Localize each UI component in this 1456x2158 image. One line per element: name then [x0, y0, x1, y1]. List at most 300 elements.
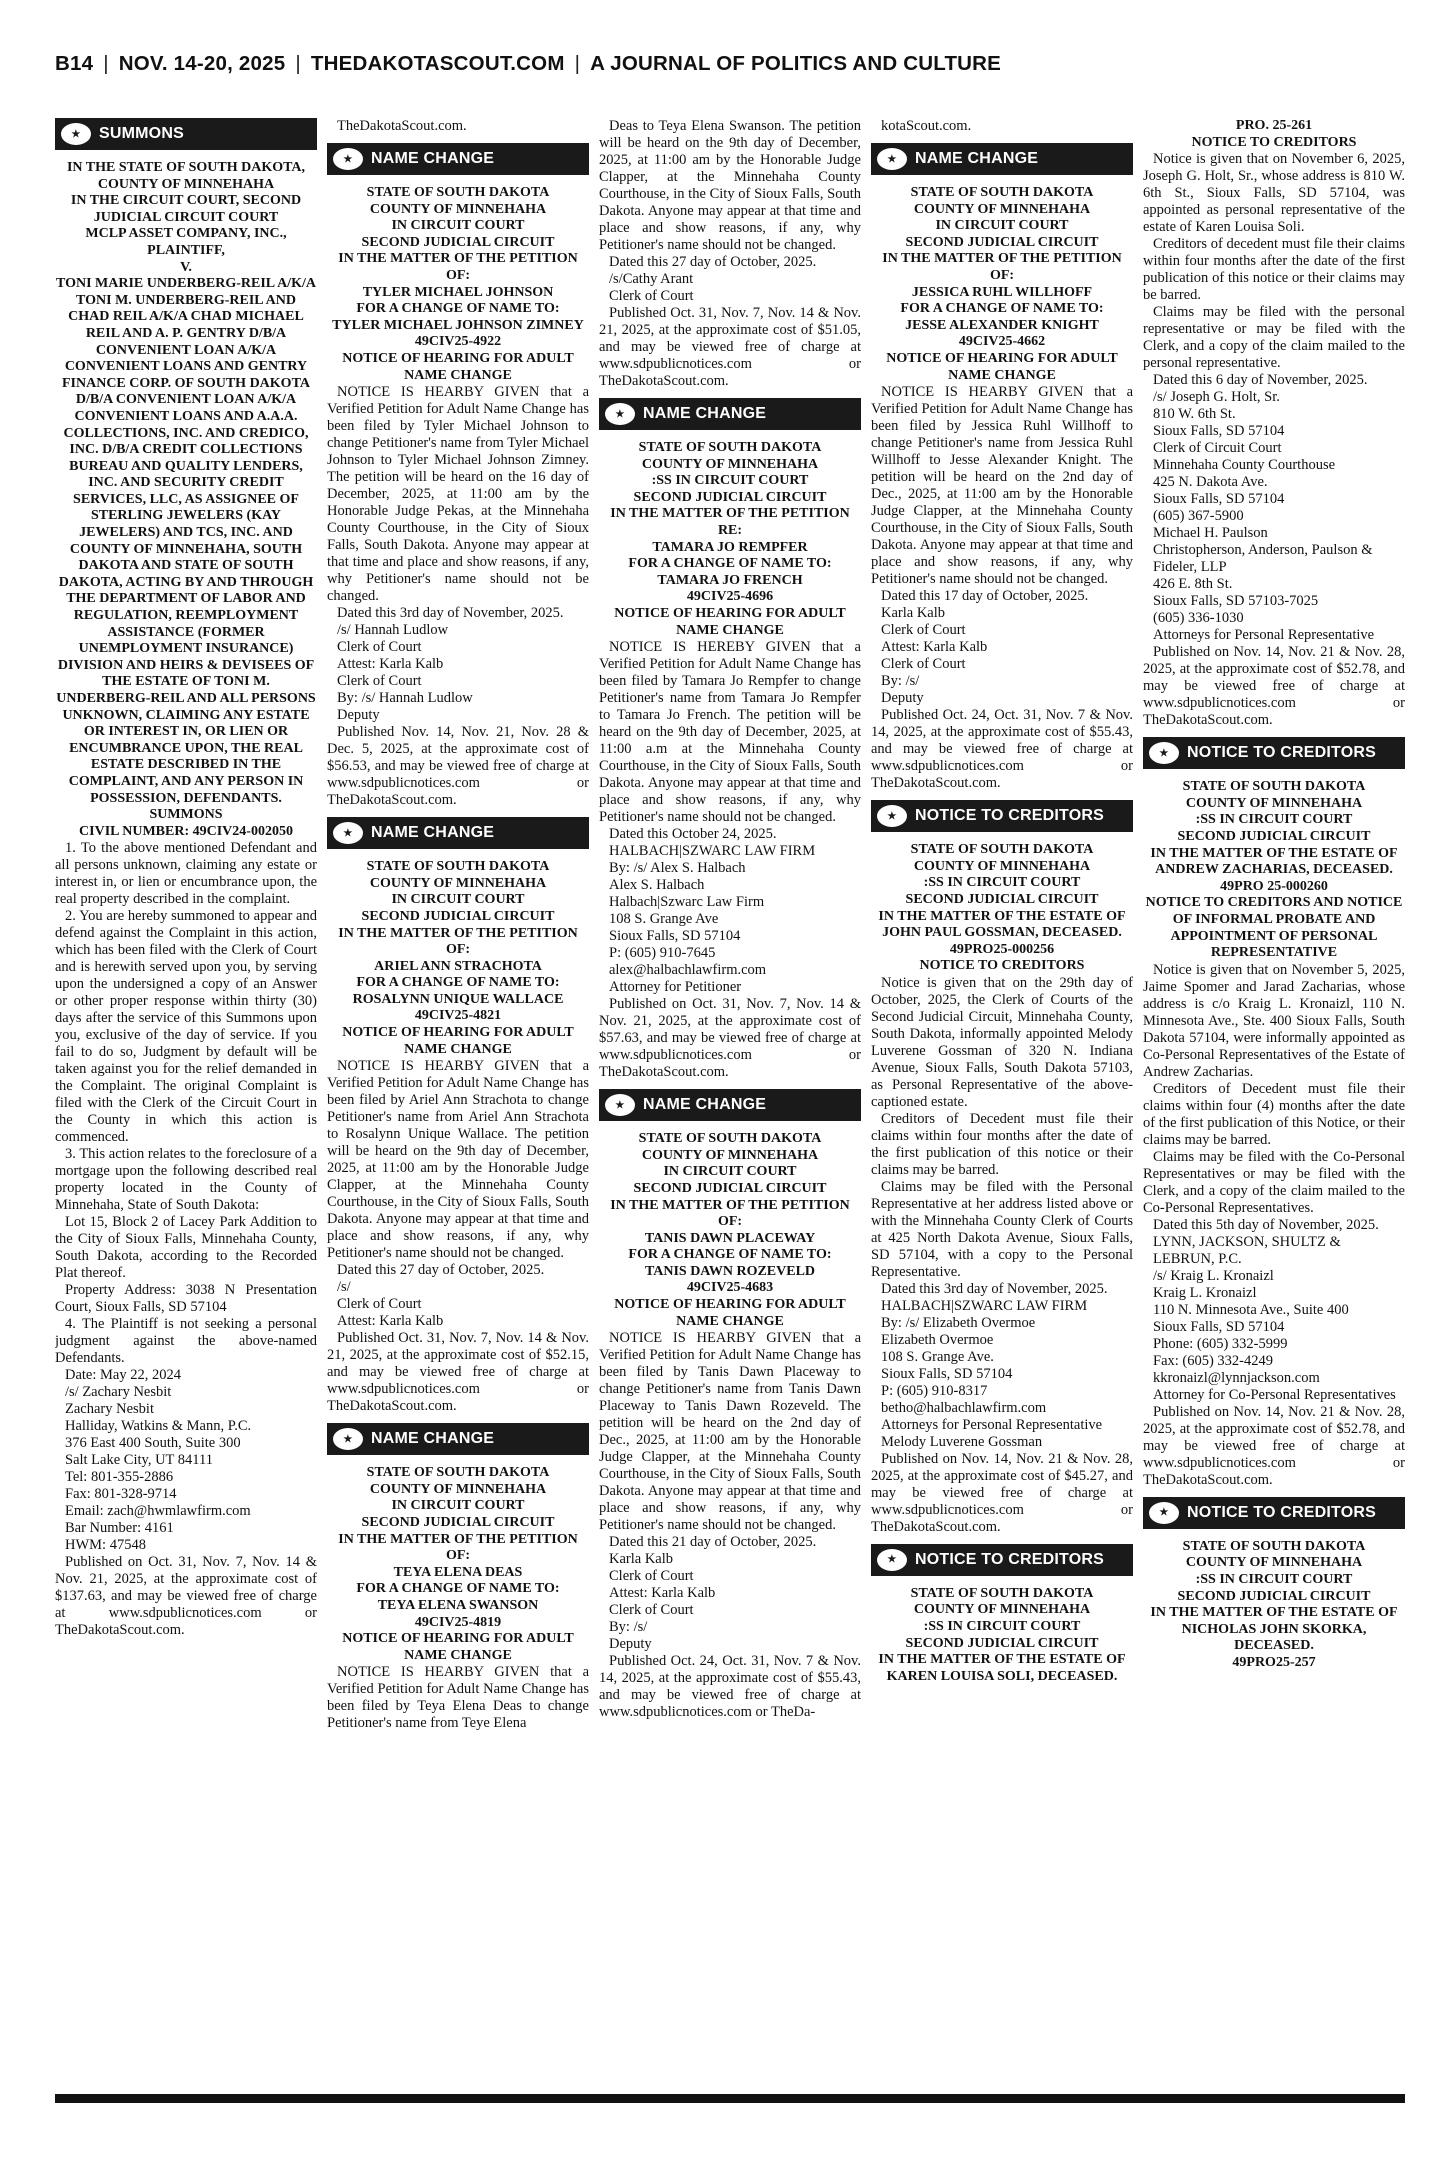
- section-header: [327, 817, 589, 849]
- heading-line: TANIS DAWN ROZEVELD: [644, 1263, 816, 1279]
- heading-line: 49PRO 25-000260: [1220, 878, 1328, 894]
- legal-notice: [327, 185, 589, 809]
- site-name: THEDAKOTASCOUT.COM: [310, 52, 565, 75]
- heading-line: STATE OF SOUTH DAKOTA: [366, 1465, 550, 1481]
- issue-date: NOV. 14-20, 2025: [118, 52, 286, 75]
- heading-line: COUNTY OF MINNEHAHA: [1185, 795, 1363, 811]
- scout-logo-icon: ★: [1149, 742, 1179, 764]
- body-paragraph: Creditors of decedent must file their claims within four months after the date of the first publication of this notice or their claims may be barred.: [1143, 236, 1405, 304]
- column-2: [327, 118, 589, 2086]
- masthead: [55, 48, 1405, 80]
- body-paragraph: Clerk of Court: [609, 1602, 694, 1619]
- body-paragraph: Tel: 801-355-2886: [65, 1469, 174, 1486]
- notice-heading: [1143, 779, 1405, 962]
- scout-logo-icon: ★: [605, 403, 635, 425]
- scout-logo-icon: ★: [333, 1428, 363, 1450]
- heading-line: FOR A CHANGE OF NAME TO:: [356, 1581, 560, 1597]
- body-paragraph: Attest: Karla Kalb: [337, 656, 444, 673]
- body-paragraph: kotaScout.com.: [881, 118, 972, 134]
- body-paragraph: Sioux Falls, SD 57104: [1153, 423, 1285, 440]
- body-paragraph: Halbach|Szwarc Law Firm: [609, 894, 765, 911]
- body-paragraph: Clerk of Court: [881, 656, 966, 673]
- notice-heading: [871, 842, 1133, 975]
- heading-line: NOTICE TO CREDITORS AND NOTICE OF INFORMAL PROBATE AND APPOINTMENT OF PERSONAL REPRESENTATIVE: [1145, 895, 1403, 961]
- section-header: [599, 1089, 861, 1121]
- heading-line: MCLP ASSET COMPANY, INC.,: [85, 226, 287, 242]
- heading-line: 49PRO25-000256: [949, 941, 1055, 957]
- body-paragraph: Dated this 27 day of October, 2025.: [337, 1262, 545, 1279]
- body-paragraph: HALBACH|SZWARC LAW FIRM: [881, 1297, 1088, 1314]
- body-paragraph: Attorney for Co-Personal Representatives: [1153, 1386, 1396, 1403]
- scout-logo-icon: ★: [605, 1094, 635, 1116]
- body-paragraph: /s/ Joseph G. Holt, Sr.: [1153, 389, 1280, 406]
- heading-line: :SS IN CIRCUIT COURT: [923, 875, 1081, 891]
- scout-logo-icon: ★: [877, 148, 907, 170]
- notice-heading: [599, 440, 861, 639]
- heading-line: PRO. 25-261: [1235, 118, 1313, 133]
- heading-line: :SS IN CIRCUIT COURT: [1195, 1571, 1353, 1587]
- body-paragraph: Dated this 21 day of October, 2025.: [609, 1534, 817, 1551]
- heading-line: NOTICE TO CREDITORS: [919, 958, 1085, 974]
- notice-heading: [599, 1131, 861, 1330]
- body-paragraph: 376 East 400 South, Suite 300: [65, 1435, 241, 1452]
- body-paragraph: NOTICE IS HEARBY GIVEN that a Verified Petition for Adult Name Change has been filed by Tanis Dawn Placeway to change Petitioner's name from Tanis Dawn Placeway to Tanis Dawn Rozeveld. The petition will be heard on the 2nd day of Dec., 2025, at 11:00 am by the Honorable Judge Clapper, at the Minnehaha County Courthouse, in the City of Sioux Falls, South Dakota. Anyone may appear at that time and place and show reasons, if any, why Petitioner's name should not be changed.: [599, 1330, 861, 1534]
- heading-line: IN CIRCUIT COURT: [663, 1164, 797, 1180]
- notice-body: [1143, 962, 1405, 1489]
- notice-body: [599, 1330, 861, 1721]
- body-paragraph: Dated this 5th day of November, 2025.: [1153, 1216, 1379, 1233]
- body-paragraph: NOTICE IS HEREBY GIVEN that a Verified Petition for Adult Name Change has been filed by Tamara Jo Rempfer to change Petitioner's name from Tamara Jo Rempfer to Tamara Jo French. The petition will be heard on the 9th day of December, 2025, at 11:00 a.m at the Minnehaha County Courthouse, in the City of Sioux Falls, South Dakota. Anyone may appear at that time and place and show reasons, if any, why Petitioner's name should not be changed.: [599, 639, 861, 826]
- heading-line: COUNTY OF MINNEHAHA: [369, 1481, 547, 1497]
- heading-line: 49CIV25-4662: [958, 334, 1046, 350]
- body-paragraph: Deputy: [609, 1636, 652, 1653]
- heading-line: STATE OF SOUTH DAKOTA: [910, 842, 1094, 858]
- section-header: [871, 800, 1133, 832]
- column-3: [599, 118, 861, 2086]
- section-title: NAME CHANGE: [643, 405, 767, 422]
- heading-line: NOTICE TO CREDITORS: [1191, 134, 1357, 150]
- notice-body: [327, 384, 589, 809]
- heading-line: SECOND JUDICIAL CIRCUIT: [905, 891, 1099, 907]
- body-paragraph: Sioux Falls, SD 57104: [881, 1365, 1013, 1382]
- heading-line: 49CIV25-4922: [414, 334, 502, 350]
- body-paragraph: By: /s/: [881, 673, 920, 690]
- body-paragraph: By: /s/ Alex S. Halbach: [609, 860, 746, 877]
- legal-notice: [327, 118, 589, 135]
- notice-body: [327, 118, 589, 135]
- section-title: NAME CHANGE: [915, 150, 1039, 167]
- heading-line: SECOND JUDICIAL CIRCUIT: [905, 1635, 1099, 1651]
- legal-notice: [1143, 1539, 1405, 1672]
- section-title: SUMMONS: [99, 125, 184, 142]
- heading-line: STATE OF SOUTH DAKOTA: [1182, 779, 1366, 795]
- heading-line: JESSE ALEXANDER KNIGHT: [905, 317, 1099, 333]
- body-paragraph: 426 E. 8th St.: [1153, 576, 1233, 593]
- heading-line: JOHN PAUL GOSSMAN, DECEASED.: [882, 925, 1122, 941]
- body-paragraph: NOTICE IS HEARBY GIVEN that a Verified Petition for Adult Name Change has been filed by Jessica Ruhl Willhoff to change Petitioner's name from Jessica Ruhl Willhoff to Jesse Alexander Knight. The petition will be heard on the 2nd day of Dec., 2025, at 11:00 am by the Honorable Judge Clapper, at the Minnehaha County Courthouse, in the City of Sioux Falls, South Dakota. Anyone may appear at that time and place and show reasons, if any, why Petitioner's name should not be changed.: [871, 384, 1133, 588]
- heading-line: TYLER MICHAEL JOHNSON: [362, 284, 554, 300]
- body-paragraph: 3. This action relates to the foreclosure of a mortgage upon the following described real property located in the County of Minnehaha, State of South Dakota:: [55, 1146, 317, 1214]
- heading-line: 49CIV25-4683: [686, 1280, 774, 1296]
- heading-line: NOTICE OF HEARING FOR ADULT NAME CHANGE: [342, 1025, 574, 1057]
- body-paragraph: Published on Oct. 31, Nov. 7, Nov. 14 & Nov. 21, 2025, at the approximate cost of $57.63, and may be viewed free of charge at www.sdpublicnotices.com or TheDakotaScout.com.: [599, 996, 861, 1081]
- body-paragraph: Published on Nov. 14, Nov. 21 & Nov. 28, 2025, at the approximate cost of $52.78, and may be viewed free of charge at www.sdpublicnotices.com or TheDakotaScout.com.: [1143, 644, 1405, 729]
- heading-line: IN CIRCUIT COURT: [391, 1498, 525, 1514]
- body-paragraph: /s/Cathy Arant: [609, 271, 694, 287]
- body-paragraph: Sioux Falls, SD 57103-7025: [1153, 593, 1319, 610]
- legal-notice: [599, 440, 861, 1081]
- body-paragraph: Attorneys for Personal Representative: [1153, 627, 1375, 644]
- scout-logo-icon: ★: [61, 123, 91, 145]
- heading-line: NOTICE OF HEARING FOR ADULT NAME CHANGE: [614, 1297, 846, 1329]
- notice-body: [327, 1664, 589, 1732]
- body-paragraph: (605) 336-1030: [1153, 610, 1244, 627]
- heading-line: CIVIL NUMBER: 49CIV24-002050: [79, 823, 293, 839]
- masthead-separator: |: [295, 52, 301, 75]
- legal-notice: [1143, 118, 1405, 729]
- body-paragraph: (605) 367-5900: [1153, 508, 1244, 525]
- scout-logo-icon: ★: [333, 822, 363, 844]
- column-1: [55, 118, 317, 2086]
- heading-line: SECOND JUDICIAL CIRCUIT: [361, 234, 555, 250]
- section-header: [871, 1544, 1133, 1576]
- body-paragraph: Salt Lake City, UT 84111: [65, 1452, 213, 1469]
- body-paragraph: Notice is given that on November 5, 2025, Jaime Spomer and Jarad Zacharias, whose address is c/o Kraig L. Kronaizl, 110 N. Minnesota Ave., Ste. 400 Sioux Falls, South Dakota 57104, were informally appointed as Co-Personal Representatives of the Estate of Andrew Zacharias.: [1143, 961, 1405, 1080]
- body-paragraph: P: (605) 910-7645: [609, 945, 716, 962]
- heading-line: FOR A CHANGE OF NAME TO:: [900, 301, 1104, 317]
- body-paragraph: NOTICE IS HEARBY GIVEN that a Verified Petition for Adult Name Change has been filed by Teya Elena Deas to change Petitioner's name from Teye Elena: [327, 1664, 589, 1732]
- notice-body: [871, 975, 1133, 1536]
- heading-line: COUNTY OF MINNEHAHA: [641, 1147, 819, 1163]
- body-paragraph: alex@halbachlawfirm.com: [609, 962, 767, 979]
- body-paragraph: Claims may be filed with the personal representative or may be filed with the Clerk, and a copy of the claim mailed to the personal representative.: [1143, 304, 1405, 372]
- body-paragraph: /s/ Kraig L. Kronaizl: [1153, 1267, 1274, 1284]
- body-paragraph: Creditors of Decedent must file their claims within four months after the date of the first publication of this notice or their claims may be barred.: [871, 1110, 1133, 1178]
- heading-line: NOTICE OF HEARING FOR ADULT NAME CHANGE: [342, 1631, 574, 1663]
- heading-line: IN THE MATTER OF THE PETITION OF:: [338, 925, 578, 958]
- heading-line: NOTICE OF HEARING FOR ADULT NAME CHANGE: [342, 350, 574, 383]
- heading-line: :SS IN CIRCUIT COURT: [1195, 812, 1353, 828]
- body-paragraph: Elizabeth Overmoe: [881, 1331, 994, 1348]
- body-paragraph: Deputy: [337, 707, 380, 724]
- heading-line: TAMARA JO FRENCH: [657, 572, 803, 588]
- body-paragraph: Attest: Karla Kalb: [881, 639, 988, 656]
- body-paragraph: By: /s/: [609, 1619, 648, 1636]
- heading-line: IN CIRCUIT COURT: [935, 218, 1069, 234]
- heading-line: IN THE MATTER OF THE PETITION RE:: [610, 506, 850, 538]
- heading-line: 49PRO25-257: [1232, 1654, 1316, 1670]
- section-title: NAME CHANGE: [371, 824, 495, 842]
- heading-line: 49CIV25-4696: [686, 589, 774, 605]
- body-paragraph: Christopherson, Anderson, Paulson & Fideler, LLP: [1153, 542, 1373, 576]
- heading-line: NICHOLAS JOHN SKORKA, DECEASED.: [1181, 1621, 1367, 1654]
- notice-heading: [871, 1586, 1133, 1686]
- notice-heading: [327, 1465, 589, 1664]
- section-title: NAME CHANGE: [371, 1430, 495, 1448]
- body-paragraph: Fax: (605) 332-4249: [1153, 1352, 1274, 1369]
- body-paragraph: Claims may be filed with the Personal Representative at her address listed above or with the Minnehaha County Clerk of Courts at 425 North Dakota Avenue, Sioux Falls, SD 57104, with a copy to the Personal Representative.: [871, 1178, 1133, 1280]
- heading-line: STATE OF SOUTH DAKOTA: [366, 859, 550, 875]
- body-paragraph: Phone: (605) 332-5999: [1153, 1335, 1288, 1352]
- body-paragraph: Clerk of Court: [609, 288, 694, 304]
- heading-line: IN THE MATTER OF THE ESTATE OF: [878, 1652, 1126, 1668]
- legal-notice: [327, 1465, 589, 1732]
- heading-line: SECOND JUDICIAL CIRCUIT: [633, 489, 827, 505]
- heading-line: IN THE STATE OF SOUTH DAKOTA,: [66, 160, 306, 175]
- body-paragraph: Attorneys for Personal Representative Melody Luverene Gossman: [881, 1416, 1103, 1450]
- notice-heading: [327, 859, 589, 1058]
- heading-line: SUMMONS: [149, 807, 223, 823]
- heading-line: TYLER MICHAEL JOHNSON ZIMNEY: [332, 317, 584, 333]
- body-paragraph: Notice is given that on November 6, 2025, Joseph G. Holt, Sr., whose address is 810 W. 6th St., Sioux Falls, SD 57104, was appointed as personal representative of the estate of Karen Louisa Soli.: [1143, 151, 1405, 236]
- body-paragraph: Dated this 3rd day of November, 2025.: [881, 1280, 1108, 1297]
- body-paragraph: Property Address: 3038 N Presentation Court, Sioux Falls, SD 57104: [55, 1282, 317, 1316]
- body-paragraph: Date: May 22, 2024: [65, 1367, 181, 1384]
- heading-line: IN THE MATTER OF THE PETITION OF:: [338, 1531, 578, 1564]
- body-paragraph: Creditors of Decedent must file their claims within four (4) months after the date of the first publication of this Notice, or their claims may be barred.: [1143, 1080, 1405, 1148]
- section-header: [1143, 1497, 1405, 1529]
- body-paragraph: Bar Number: 4161: [65, 1520, 174, 1537]
- notice-body: [599, 639, 861, 1081]
- body-paragraph: 110 N. Minnesota Ave., Suite 400: [1153, 1301, 1349, 1318]
- body-paragraph: Email: zach@hwmlawfirm.com: [65, 1503, 251, 1520]
- section-title: NOTICE TO CREDITORS: [915, 807, 1105, 825]
- body-paragraph: Clerk of Court: [881, 622, 966, 639]
- bottom-rule: [55, 2094, 1405, 2103]
- masthead-separator: |: [103, 52, 109, 75]
- notice-body: [599, 118, 861, 390]
- heading-line: NOTICE OF HEARING FOR ADULT NAME CHANGE: [614, 605, 846, 638]
- heading-line: ANDREW ZACHARIAS, DECEASED.: [1155, 862, 1393, 878]
- heading-line: SECOND JUDICIAL CIRCUIT: [361, 1515, 555, 1531]
- heading-line: STATE OF SOUTH DAKOTA: [910, 185, 1094, 200]
- legal-notice: [871, 185, 1133, 792]
- section-header: [1143, 737, 1405, 769]
- masthead-separator: |: [574, 52, 581, 75]
- body-paragraph: HWM: 47548: [65, 1537, 146, 1554]
- heading-line: JESSICA RUHL WILLHOFF: [911, 284, 1093, 300]
- heading-line: TONI MARIE UNDERBERG-REIL A/K/A TONI M. UNDERBERG-REIL AND CHAD REIL A/K/A CHAD MICHAEL REIL AND A. P. GENTRY D/B/A CONVENIENT LOAN A/K/A CONVENIENT LOANS AND GENTRY FINANCE CORP. OF SOUTH DAKOTA D/B/A CONVENIENT LOAN A/K/A CONVENIENT LOANS AND A.A.A. COLLECTIONS, INC. AND CREDICO, INC. D/B/A CREDIT COLLECTIONS BUREAU AND QUALITY LENDERS, INC. AND SECURITY CREDIT SERVICES, LLC, AS ASSIGNEE OF STERLING JEWELERS (KAY JEWELERS) AND TCS, INC. AND COUNTY OF MINNEHAHA, SOUTH DAKOTA AND STATE OF SOUTH DAKOTA, ACTING BY AND THROUGH THE DEPARTMENT OF LABOR AND REGULATION, REEMPLOYMENT ASSISTANCE (FORMER UNEMPLOYMENT INSURANCE) DIVISION AND HEIRS & DEVISEES OF THE ESTATE OF TONI M. UNDERBERG-REIL AND ALL PERSONS UNKNOWN, CLAIMING ANY ESTATE OR INTEREST IN, OR LIEN OR ENCUMBRANCE UPON, THE REAL ESTATE DESCRIBED IN THE COMPLAINT, AND ANY PERSON IN POSSESSION, DEFENDANTS.: [56, 276, 316, 806]
- section-header: [327, 1423, 589, 1455]
- section-header: [599, 398, 861, 430]
- body-paragraph: Karla Kalb: [609, 1551, 674, 1568]
- scout-logo-icon: ★: [1149, 1502, 1179, 1524]
- body-paragraph: By: /s/ Elizabeth Overmoe: [881, 1314, 1036, 1331]
- heading-line: FOR A CHANGE OF NAME TO:: [356, 975, 560, 991]
- body-paragraph: HALBACH|SZWARC LAW FIRM: [609, 843, 816, 860]
- heading-line: IN THE MATTER OF THE PETITION OF:: [882, 251, 1122, 283]
- heading-line: SECOND JUDICIAL CIRCUIT: [633, 1180, 827, 1196]
- body-paragraph: Attest: Karla Kalb: [337, 1313, 444, 1330]
- heading-line: SECOND JUDICIAL CIRCUIT: [361, 908, 555, 924]
- section-title: NOTICE TO CREDITORS: [915, 1550, 1105, 1568]
- notice-heading: [871, 185, 1133, 384]
- heading-line: SECOND JUDICIAL CIRCUIT: [1177, 1588, 1371, 1604]
- body-paragraph: Published Oct. 31, Nov. 7, Nov. 14 & Nov. 21, 2025, at the approximate cost of $52.15, and may be viewed free of charge at www.sdpublicnotices.com or TheDakotaScout.com.: [327, 1330, 589, 1415]
- scout-logo-icon: ★: [333, 148, 363, 170]
- body-paragraph: Sioux Falls, SD 57104: [1153, 1318, 1285, 1335]
- heading-line: COUNTY OF MINNEHAHA: [369, 875, 547, 891]
- heading-line: COUNTY OF MINNEHAHA: [913, 858, 1091, 874]
- body-paragraph: 108 S. Grange Ave: [609, 911, 719, 928]
- body-paragraph: Kraig L. Kronaizl: [1153, 1284, 1257, 1301]
- body-paragraph: kkronaizl@lynnjackson.com: [1153, 1369, 1320, 1386]
- notice-heading: [1143, 1539, 1405, 1672]
- heading-line: TEYA ELENA SWANSON: [377, 1598, 539, 1613]
- body-paragraph: Dated this 3rd day of November, 2025.: [337, 605, 564, 622]
- body-paragraph: Dated this 6 day of November, 2025.: [1153, 372, 1368, 389]
- body-paragraph: Published on Nov. 14, Nov. 21 & Nov. 28, 2025, at the approximate cost of $52.78, and may be viewed free of charge at www.sdpublicnotices.com or TheDakotaScout.com.: [1143, 1403, 1405, 1488]
- body-paragraph: Sioux Falls, SD 57104: [1153, 491, 1285, 508]
- notice-heading: [55, 160, 317, 840]
- heading-line: COUNTY OF MINNEHAHA: [913, 1602, 1091, 1618]
- body-paragraph: betho@halbachlawfirm.com: [881, 1399, 1047, 1416]
- legal-notice: [599, 118, 861, 390]
- notice-heading: [1143, 118, 1405, 151]
- heading-line: STATE OF SOUTH DAKOTA: [366, 185, 550, 200]
- heading-line: IN THE CIRCUIT COURT, SECOND JUDICIAL CIRCUIT COURT: [70, 193, 302, 225]
- column-5: [1143, 118, 1405, 2086]
- heading-line: FOR A CHANGE OF NAME TO:: [356, 301, 560, 317]
- body-paragraph: Michael H. Paulson: [1153, 525, 1268, 542]
- notice-columns: [55, 118, 1405, 2086]
- body-paragraph: Clerk of Court: [337, 639, 422, 656]
- heading-line: TANIS DAWN PLACEWAY: [644, 1230, 816, 1246]
- body-paragraph: 108 S. Grange Ave.: [881, 1348, 994, 1365]
- body-paragraph: Karla Kalb: [881, 605, 946, 622]
- column-4: [871, 118, 1133, 2086]
- body-paragraph: /s/ Zachary Nesbit: [65, 1384, 172, 1401]
- heading-line: FOR A CHANGE OF NAME TO:: [628, 556, 832, 572]
- heading-line: SECOND JUDICIAL CIRCUIT: [1177, 828, 1371, 844]
- heading-line: COUNTY OF MINNEHAHA: [641, 456, 819, 472]
- body-paragraph: Clerk of Court: [337, 673, 422, 690]
- section-title: NAME CHANGE: [371, 150, 495, 167]
- body-paragraph: Fax: 801-328-9714: [65, 1486, 177, 1503]
- body-paragraph: Dated this October 24, 2025.: [609, 826, 777, 843]
- body-paragraph: 2. You are hereby summoned to appear and defend against the Complaint in this action, which has been filed with the Clerk of Court and is herewith served upon you, by serving upon the undersigned a copy of an Answer or other proper response within thirty (30) days after the service of this Summons upon you, exclusive of the day of service. If you fail to do so, Judgment by default will be taken against you for the relief demanded in the Complaint. The original Complaint is filed with the Clerk of the Circuit Court in the County in which this action is commenced.: [55, 908, 317, 1146]
- heading-line: COUNTY OF MINNEHAHA: [1185, 1555, 1363, 1571]
- body-paragraph: Clerk of Circuit Court: [1153, 440, 1282, 457]
- legal-notice: [871, 842, 1133, 1536]
- heading-line: COUNTY OF MINNEHAHA: [913, 201, 1091, 217]
- section-header: [871, 143, 1133, 175]
- body-paragraph: Published Oct. 24, Oct. 31, Nov. 7 & Nov. 14, 2025, at the approximate cost of $55.43, and may be viewed free of charge at www.sdpublicnotices.com or TheDakotaScout.com.: [871, 707, 1133, 792]
- body-paragraph: Published on Nov. 14, Nov. 21 & Nov. 28, 2025, at the approximate cost of $45.27, and may be viewed free of charge at www.sdpublicnotices.com or TheDakotaScout.com.: [871, 1450, 1133, 1535]
- scout-logo-icon: ★: [877, 805, 907, 827]
- body-paragraph: /s/ Hannah Ludlow: [337, 622, 449, 639]
- notice-body: [871, 384, 1133, 792]
- notice-body: [55, 840, 317, 1639]
- heading-line: ROSALYNN UNIQUE WALLACE: [352, 991, 564, 1007]
- body-paragraph: TheDakotaScout.com.: [337, 118, 467, 134]
- body-paragraph: Clerk of Court: [337, 1296, 422, 1313]
- page-number: B14: [55, 52, 94, 75]
- body-paragraph: LYNN, JACKSON, SHULTZ & LEBRUN, P.C.: [1153, 1233, 1341, 1267]
- legal-notice: [871, 1586, 1133, 1686]
- legal-notice: [1143, 779, 1405, 1489]
- heading-line: TEYA ELENA DEAS: [393, 1564, 523, 1580]
- body-paragraph: Published Oct. 31, Nov. 7, Nov. 14 & Nov. 21, 2025, at the approximate cost of $51.05, and may be viewed free of charge at www.sdpublicnotices.com or TheDakotaScout.com.: [599, 305, 861, 389]
- notice-body: [1143, 151, 1405, 729]
- heading-line: IN CIRCUIT COURT: [391, 218, 525, 234]
- legal-notice: [327, 859, 589, 1415]
- body-paragraph: Notice is given that on the 29th day of October, 2025, the Clerk of Courts of the Second Judicial Circuit, Minnehaha County, South Dakota, informally appointed Melody Luverene Gossman of 320 N. Indiana Avenue, Sioux Falls, South Dakota 57103, as Personal Representative of the above-captioned estate.: [871, 974, 1133, 1110]
- body-paragraph: Attest: Karla Kalb: [609, 1585, 716, 1602]
- heading-line: IN THE MATTER OF THE PETITION OF:: [610, 1197, 850, 1230]
- body-paragraph: Halliday, Watkins & Mann, P.C.: [65, 1418, 252, 1435]
- heading-line: COUNTY OF MINNEHAHA: [97, 176, 275, 192]
- body-paragraph: NOTICE IS HEARBY GIVEN that a Verified Petition for Adult Name Change has been filed by Tyler Michael Johnson to change Petitioner's name from Tyler Michael Johnson to Tyler Michael Johnson Zimney. The petition will be heard on the 16 day of December, 2025, at 11:00 am by the Honorable Judge Pekas, at the Minnehaha County Courthouse, in the City of Sioux Falls, South Dakota. Anyone may appear at that time and place and show reasons, if any, why Petitioner's name should not be changed.: [327, 384, 589, 605]
- legal-notice: [871, 118, 1133, 135]
- body-paragraph: NOTICE IS HEARBY GIVEN that a Verified Petition for Adult Name Change has been filed by Ariel Ann Strachota to change Petitioner's name from Ariel Ann Strachota to Rosalynn Unique Wallace. The petition will be heard on the 9th day of December, 2025, at 11:00 am by the Honorable Judge Clapper, at the Minnehaha County Courthouse, in the City of Sioux Falls, South Dakota. Anyone may appear at that time and place and show reasons, if any, why Petitioner's name should not be changed.: [327, 1058, 589, 1262]
- heading-line: 49CIV25-4821: [414, 1008, 502, 1024]
- notice-body: [871, 118, 1133, 135]
- heading-line: 49CIV25-4819: [414, 1614, 502, 1630]
- heading-line: IN THE MATTER OF THE ESTATE OF: [878, 908, 1126, 924]
- heading-line: KAREN LOUISA SOLI, DECEASED.: [886, 1668, 1118, 1684]
- heading-line: PLAINTIFF,: [147, 242, 225, 258]
- heading-line: V.: [180, 259, 192, 275]
- body-paragraph: Alex S. Halbach: [609, 877, 705, 894]
- body-paragraph: Sioux Falls, SD 57104: [609, 928, 741, 945]
- scout-logo-icon: ★: [877, 1549, 907, 1571]
- body-paragraph: 810 W. 6th St.: [1153, 406, 1236, 423]
- heading-line: ARIEL ANN STRACHOTA: [374, 958, 542, 974]
- heading-line: NOTICE OF HEARING FOR ADULT NAME CHANGE: [886, 350, 1118, 383]
- heading-line: STATE OF SOUTH DAKOTA: [910, 1585, 1094, 1601]
- body-paragraph: Zachary Nesbit: [65, 1401, 154, 1418]
- body-paragraph: By: /s/ Hannah Ludlow: [337, 690, 473, 707]
- heading-line: IN CIRCUIT COURT: [391, 892, 525, 908]
- body-paragraph: P: (605) 910-8317: [881, 1382, 988, 1399]
- body-paragraph: 1. To the above mentioned Defendant and all persons unknown, claiming any estate or interest in, or lien or encumbrance upon, the real property described in the complaint.: [55, 840, 317, 908]
- notice-body: [327, 1058, 589, 1415]
- body-paragraph: Clerk of Court: [609, 1568, 694, 1585]
- heading-line: STATE OF SOUTH DAKOTA: [638, 440, 822, 455]
- section-title: NOTICE TO CREDITORS: [1187, 744, 1377, 762]
- heading-line: TAMARA JO REMPFER: [652, 539, 808, 555]
- tagline: A JOURNAL OF POLITICS AND CULTURE: [590, 52, 1002, 75]
- section-title: NOTICE TO CREDITORS: [1187, 1503, 1377, 1521]
- body-paragraph: Lot 15, Block 2 of Lacey Park Addition to the City of Sioux Falls, Minnehaha County, South Dakota, according to the Recorded Plat thereof.: [55, 1214, 317, 1282]
- body-paragraph: Attorney for Petitioner: [609, 979, 742, 996]
- legal-notice: [55, 160, 317, 1639]
- legal-notice: [599, 1131, 861, 1721]
- body-paragraph: 425 N. Dakota Ave.: [1153, 474, 1268, 491]
- body-paragraph: Dated this 17 day of October, 2025.: [881, 588, 1089, 605]
- body-paragraph: Deas to Teya Elena Swanson. The petition will be heard on the 9th day of December, 2025, at 11:00 am by the Honorable Judge Clapper, at the Minnehaha County Courthouse, in the City of Sioux Falls, South Dakota. Anyone may appear at that time and place and show reasons, if any, why Petitioner's name should not be changed.: [599, 118, 861, 253]
- body-paragraph: Dated this 27 day of October, 2025.: [609, 254, 817, 270]
- notice-heading: [327, 185, 589, 384]
- section-header: [327, 143, 589, 175]
- heading-line: :SS IN CIRCUIT COURT: [651, 473, 809, 489]
- heading-line: IN THE MATTER OF THE ESTATE OF: [1150, 1605, 1398, 1621]
- section-header: [55, 118, 317, 150]
- body-paragraph: Claims may be filed with the Co-Personal Representatives or may be filed with the Clerk, and a copy of the claim mailed to the Co-Personal Representatives.: [1143, 1148, 1405, 1216]
- section-title: NAME CHANGE: [643, 1096, 767, 1114]
- heading-line: SECOND JUDICIAL CIRCUIT: [905, 234, 1099, 250]
- heading-line: COUNTY OF MINNEHAHA: [369, 201, 547, 217]
- heading-line: IN THE MATTER OF THE ESTATE OF: [1150, 845, 1398, 861]
- body-paragraph: Deputy: [881, 690, 924, 707]
- heading-line: FOR A CHANGE OF NAME TO:: [628, 1247, 832, 1263]
- heading-line: IN THE MATTER OF THE PETITION OF:: [338, 251, 578, 283]
- body-paragraph: Published Oct. 24, Oct. 31, Nov. 7 & Nov. 14, 2025, at the approximate cost of $55.43, and may be viewed free of charge at www.sdpublicnotices.com or TheDa-: [599, 1653, 861, 1721]
- body-paragraph: Published on Oct. 31, Nov. 7, Nov. 14 & Nov. 21, 2025, at the approximate cost of $137.63, and may be viewed free of charge at www.sdpublicnotices.com or TheDakotaScout.com.: [55, 1554, 317, 1639]
- heading-line: STATE OF SOUTH DAKOTA: [1182, 1538, 1366, 1554]
- body-paragraph: Minnehaha County Courthouse: [1153, 457, 1336, 474]
